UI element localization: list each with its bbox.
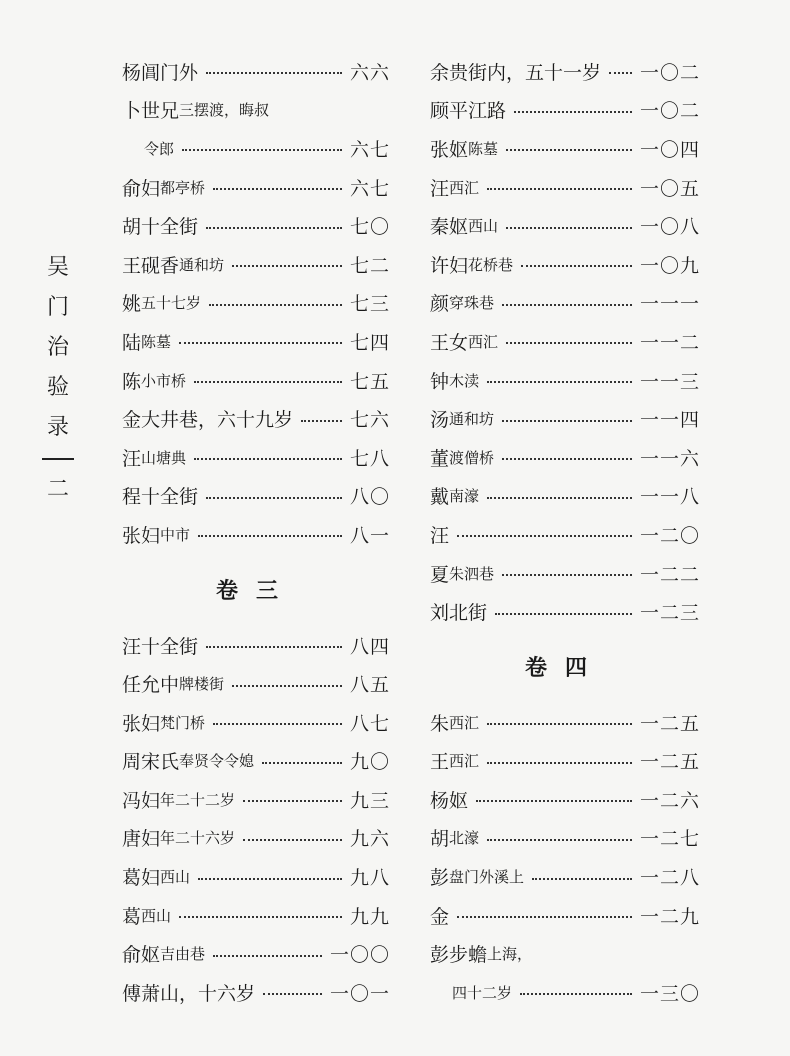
entry-name: 胡十全街 (122, 216, 199, 239)
book-title-char: 吴 (46, 255, 69, 280)
dot-leader (232, 265, 342, 267)
toc-entry (430, 129, 700, 168)
toc-entry (430, 245, 700, 284)
toc-entry (122, 477, 390, 516)
toc-column-right (430, 52, 700, 1012)
entry-note: 陈墓 (141, 332, 172, 351)
entry-note: 四十二岁 (452, 983, 513, 1002)
entry-name: 彭步蟾 (430, 944, 488, 967)
entry-note: 西汇 (449, 713, 480, 732)
entry-note: 穿珠巷 (449, 294, 495, 313)
toc-entry (122, 819, 390, 858)
entry-name: 颜 (430, 293, 450, 316)
dot-leader (198, 535, 342, 537)
entry-name: 陈 (122, 370, 142, 393)
page-number: 二 (46, 477, 69, 502)
entry-page-number: 七〇 (349, 216, 390, 239)
entry-page-number: 一〇五 (639, 177, 700, 200)
dot-leader (514, 111, 632, 113)
entry-name: 张妇 (122, 712, 161, 735)
entry-name: 余贵街内，五十一岁 (430, 61, 602, 84)
dot-leader (457, 535, 632, 537)
entry-page-number: 九三 (349, 789, 390, 812)
entry-name: 汪 (122, 447, 142, 470)
entry-name: 朱 (430, 712, 450, 735)
entry-page-number: 六七 (349, 138, 390, 161)
entry-name: 卜世兄 (122, 100, 180, 123)
toc-entry (430, 52, 700, 91)
dot-leader (179, 342, 342, 344)
toc-entry (122, 780, 390, 819)
dot-leader (476, 800, 632, 802)
entry-name: 王 (430, 751, 450, 774)
entry-name: 陆 (122, 331, 142, 354)
toc-entry (430, 857, 700, 896)
entry-page-number: 七三 (349, 293, 390, 316)
toc-entry (430, 399, 700, 438)
entry-note: 吉由巷 (160, 945, 206, 964)
entry-note: 通和坊 (449, 410, 495, 429)
dot-leader (194, 381, 342, 383)
dot-leader (609, 72, 632, 74)
dot-leader (487, 188, 632, 190)
entry-page-number: 九六 (349, 828, 390, 851)
dot-leader (502, 458, 632, 460)
entry-page-number: 一〇四 (639, 138, 700, 161)
dot-leader (502, 304, 632, 306)
toc-entry (122, 399, 390, 438)
toc-entry (122, 438, 390, 477)
entry-page-number: 一〇一 (329, 982, 390, 1005)
toc-entry (122, 284, 390, 323)
entry-name: 金大井巷，六十九岁 (122, 409, 294, 432)
dot-leader (506, 149, 632, 151)
toc-entry (430, 703, 700, 742)
book-title-char: 治 (46, 335, 69, 360)
entry-page-number: 一一三 (639, 370, 700, 393)
dot-leader (213, 955, 322, 957)
entry-page-number: 九〇 (349, 751, 390, 774)
entry-name: 金 (430, 905, 450, 928)
volume-heading: 卷三 (215, 578, 296, 605)
entry-name: 傅萧山，十六岁 (122, 982, 256, 1005)
entry-page-number: 一一六 (639, 447, 700, 470)
entry-page-number: 一一二 (639, 331, 700, 354)
entry-name: 姚 (122, 293, 142, 316)
entry-name: 王女 (430, 331, 469, 354)
entry-note: 中市 (160, 525, 191, 544)
dot-leader (209, 304, 342, 306)
dot-leader (487, 839, 632, 841)
dot-leader (502, 574, 632, 576)
toc-entry (122, 515, 390, 554)
entry-page-number: 一〇〇 (329, 944, 390, 967)
entry-note: 盘门外溪上 (449, 868, 525, 887)
entry-note: 西汇 (449, 178, 480, 197)
dot-leader (206, 497, 342, 499)
toc-entry (430, 819, 700, 858)
dot-leader (206, 72, 342, 74)
entry-page-number: 一二三 (639, 602, 700, 625)
toc-entry (122, 168, 390, 207)
entry-page-number: 一一一 (639, 293, 700, 316)
entry-page-number: 一二二 (639, 563, 700, 586)
entry-name: 汪 (430, 177, 450, 200)
entry-name: 许妇 (430, 254, 469, 277)
entry-page-number: 七八 (349, 447, 390, 470)
toc-column-left (122, 52, 390, 1012)
toc-entry (430, 168, 700, 207)
toc-entry (122, 361, 390, 400)
entry-note: 梵门桥 (160, 713, 206, 732)
entry-name: 董 (430, 447, 450, 470)
dot-leader (232, 685, 342, 687)
dot-leader (532, 878, 632, 880)
toc-entry (122, 129, 390, 168)
entry-page-number: 一〇九 (639, 254, 700, 277)
dot-leader (198, 878, 342, 880)
entry-note: 令郎 (144, 139, 175, 158)
entry-name: 任允中 (122, 674, 180, 697)
entry-page-number: 九九 (349, 905, 390, 928)
entry-note: 西汇 (449, 752, 480, 771)
entry-note: 都亭桥 (160, 178, 206, 197)
entry-page-number: 八五 (349, 674, 390, 697)
entry-note: 年二十六岁 (160, 829, 236, 848)
entry-page-number: 六七 (349, 177, 390, 200)
entry-page-number: 一二八 (639, 867, 700, 890)
entry-page-number: 八〇 (349, 486, 390, 509)
entry-note: 渡僧桥 (449, 448, 495, 467)
entry-note: 小市桥 (141, 371, 187, 390)
entry-name: 张妇 (122, 524, 161, 547)
dot-leader (243, 800, 342, 802)
toc-entry (430, 742, 700, 781)
toc-entry (122, 91, 390, 130)
entry-name: 唐妇 (122, 828, 161, 851)
entry-page-number: 七四 (349, 331, 390, 354)
dot-leader (487, 762, 632, 764)
book-title-char: 验 (46, 375, 69, 400)
entry-name: 冯妇 (122, 789, 161, 812)
toc-entry (430, 780, 700, 819)
dot-leader (262, 762, 342, 764)
entry-name: 汪 (430, 524, 450, 547)
toc-entry (122, 322, 390, 361)
entry-name: 杨阊门外 (122, 61, 199, 84)
entry-page-number: 七二 (349, 254, 390, 277)
dot-leader (182, 149, 342, 151)
entry-note: 花桥巷 (468, 255, 514, 274)
toc-entry (122, 52, 390, 91)
toc-entry (122, 245, 390, 284)
toc-entry (122, 626, 390, 665)
entry-page-number: 一〇二 (639, 100, 700, 123)
entry-page-number: 一三〇 (639, 982, 700, 1005)
entry-page-number: 八七 (349, 712, 390, 735)
toc-entry (430, 322, 700, 361)
dot-leader (506, 227, 632, 229)
dot-leader (301, 420, 342, 422)
toc-entry (430, 515, 700, 554)
entry-page-number: 一〇二 (639, 61, 700, 84)
dot-leader (502, 420, 632, 422)
toc-entry (430, 554, 700, 593)
toc-entry (430, 438, 700, 477)
running-header (40, 248, 76, 503)
entry-name: 葛妇 (122, 867, 161, 890)
entry-page-number: 一二五 (639, 751, 700, 774)
entry-name: 张妪 (430, 138, 469, 161)
toc-entry (430, 592, 700, 631)
entry-page-number: 九八 (349, 867, 390, 890)
entry-note: 西山 (141, 906, 172, 925)
dot-leader (457, 916, 632, 918)
entry-name: 秦妪 (430, 216, 469, 239)
entry-page-number: 一一八 (639, 486, 700, 509)
entry-name: 顾平江路 (430, 100, 507, 123)
dot-leader (213, 188, 342, 190)
entry-note: 奉贤令令媳 (179, 752, 255, 771)
dot-leader (206, 227, 342, 229)
dot-leader (206, 646, 342, 648)
entry-name: 俞妪 (122, 944, 161, 967)
entry-name: 夏 (430, 563, 450, 586)
toc-entry (430, 91, 700, 130)
entry-name: 俞妇 (122, 177, 161, 200)
entry-note: 南濠 (449, 487, 480, 506)
book-title-char: 录 (46, 415, 69, 440)
dot-leader (263, 993, 322, 995)
divider (42, 458, 74, 460)
entry-note: 上海， (487, 945, 533, 964)
toc-entry (430, 284, 700, 323)
entry-note: 五十七岁 (141, 294, 202, 313)
toc-entry (122, 206, 390, 245)
toc-entry (430, 973, 700, 1012)
toc-entry (122, 896, 390, 935)
entry-name: 葛 (122, 905, 142, 928)
toc-entry (430, 361, 700, 400)
dot-leader (243, 839, 342, 841)
entry-name: 周宋氏 (122, 751, 180, 774)
entry-page-number: 一二〇 (639, 524, 700, 547)
entry-page-number: 七五 (349, 370, 390, 393)
entry-page-number: 一二五 (639, 712, 700, 735)
toc-entry (122, 934, 390, 973)
dot-leader (179, 916, 342, 918)
entry-note: 西山 (468, 217, 499, 236)
toc-entry (430, 206, 700, 245)
entry-note: 朱泗巷 (449, 564, 495, 583)
entry-page-number: 一二六 (639, 789, 700, 812)
toc-entry (430, 896, 700, 935)
dot-leader (213, 723, 342, 725)
entry-page-number: 一二九 (639, 905, 700, 928)
entry-note: 陈墓 (468, 139, 499, 158)
toc-entry (122, 973, 390, 1012)
entry-note: 年二十二岁 (160, 790, 236, 809)
toc-entry (430, 934, 700, 973)
dot-leader (487, 381, 632, 383)
entry-page-number: 七六 (349, 409, 390, 432)
entry-name: 戴 (430, 486, 450, 509)
entry-name: 程十全街 (122, 486, 199, 509)
entry-note: 木渎 (449, 371, 480, 390)
toc-entry (122, 857, 390, 896)
entry-name: 刘北街 (430, 602, 488, 625)
dot-leader (521, 265, 632, 267)
entry-note: 西山 (160, 868, 191, 887)
dot-leader (487, 497, 632, 499)
entry-name: 王砚香 (122, 254, 180, 277)
entry-note: 西汇 (468, 332, 499, 351)
entry-page-number: 六六 (349, 61, 390, 84)
entry-note: 牌楼街 (179, 675, 225, 694)
dot-leader (194, 458, 342, 460)
entry-name: 彭 (430, 867, 450, 890)
entry-page-number: 八一 (349, 524, 390, 547)
book-title-char: 门 (46, 295, 69, 320)
entry-note: 通和坊 (179, 255, 225, 274)
toc-entry (122, 742, 390, 781)
entry-note: 山塘典 (141, 448, 187, 467)
entry-name: 汤 (430, 409, 450, 432)
entry-name: 胡 (430, 828, 450, 851)
toc-entry (122, 664, 390, 703)
entry-name: 汪十全街 (122, 635, 199, 658)
toc-entry (430, 477, 700, 516)
entry-note: 三摆渡，晦叔 (179, 101, 270, 120)
volume-heading: 卷四 (524, 655, 605, 682)
entry-name: 钟 (430, 370, 450, 393)
entry-name: 杨妪 (430, 789, 469, 812)
dot-leader (487, 723, 632, 725)
toc-entry (122, 703, 390, 742)
entry-page-number: 一〇八 (639, 216, 700, 239)
entry-page-number: 八四 (349, 635, 390, 658)
dot-leader (495, 613, 632, 615)
dot-leader (506, 342, 632, 344)
entry-note: 北濠 (449, 829, 480, 848)
dot-leader (520, 993, 632, 995)
entry-page-number: 一一四 (639, 409, 700, 432)
entry-page-number: 一二七 (639, 828, 700, 851)
